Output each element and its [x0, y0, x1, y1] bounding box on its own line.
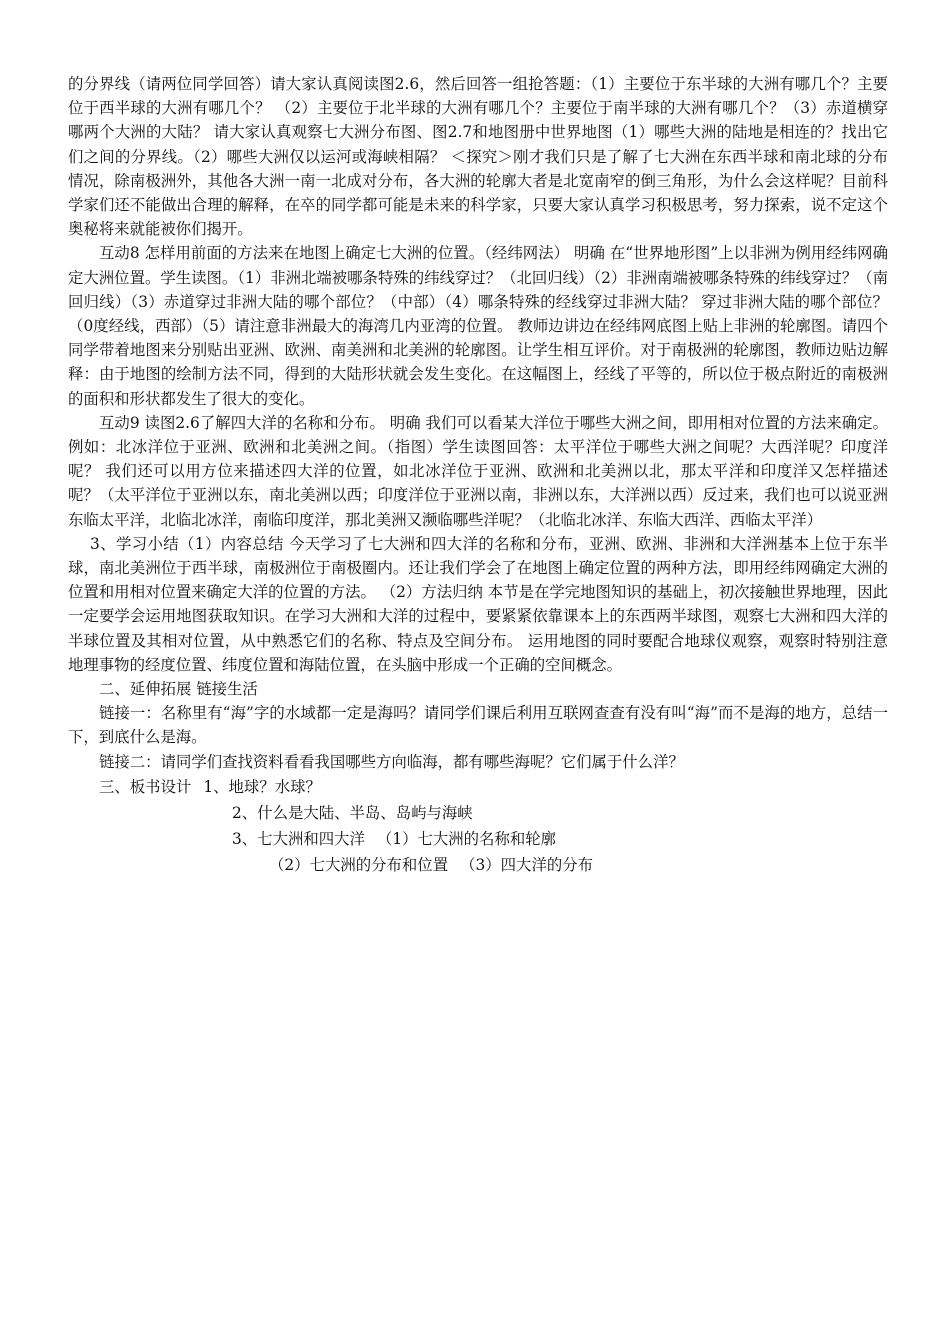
board-item-2: 2、什么是大陆、半岛、岛屿与海峡	[232, 803, 473, 822]
board-line-2	[68, 800, 888, 826]
paragraph-link-2: 链接二：请同学们查找资料看看我国哪些方向临海，都有哪些海呢？它们属于什么洋？	[99, 752, 684, 771]
board-item-3-sub-1: （1）七大洲的名称和轮廓	[376, 829, 557, 848]
board-line-4	[68, 852, 888, 878]
section-heading-extension: 二、延伸拓展 链接生活	[99, 680, 258, 699]
board-item-3-sub-3: （3）四大洋的分布	[460, 855, 594, 874]
paragraph-interaction-8: 互动8 怎样用前面的方法来在地图上确定七大洲的位置。（经纬网法） 明确 在“世界地形图”上以非洲为例用经纬网确定大洲位置。学生读图。（1）非洲北端被哪条特殊的纬线穿过？（北回归线）（2）非洲南端被哪条特殊的纬线穿过？（南回归线）（3）赤道穿过非洲大陆的哪个部位？（中部）（4）哪条特殊的经线穿过非洲大陆？ 穿过非洲大陆的哪个部位？（0度经线，西部）（5）请注意非洲最大的海湾几内亚湾的位置。 教师边讲边在经纬网底图上贴上非洲的轮廓图。请四个同学带着地图来分别贴出亚洲、欧洲、南美洲和北美洲的轮廓图。让学生相互评价。对于南极洲的轮廓图，教师边贴边解释：由于地图的绘制方法不同，得到的大陆形状就会发生变化。在这幅图上，经线了平等的，所以位于极点附近的南极洲的面积和形状都发生了很大的变化。	[68, 244, 888, 408]
paragraph-continents-intro: 的分界线（请两位同学回答）请大家认真阅读图2.6，然后回答一组抢答题：（1）主要位于东半球的大洲有哪几个？主要位于西半球的大洲有哪几个？ （2）主要位于北半球的大洲有哪几个？主要位于南半球的大洲有哪几个？（3）赤道横穿哪两个大洲的大陆？ 请大家认真观察七大洲分布图、图2.7和地图册中世界地图（1）哪些大洲的陆地是相连的？找出它们之间的分界线。（2）哪些大洲仅以运河或海峡相隔？ ＜探究＞刚才我们只是了解了七大洲在东西半球和南北球的分布情况，除南极洲外，其他各大洲一南一北成对分布，各大洲的轮廓大者是北宽南窄的倒三角形，为什么会这样呢？目前科学家们还不能做出合理的解释，在卒的同学都可能是未来的科学家，只要大家认真学习积极思考，努力探索，说不定这个奥秘将来就能被你们揭开。	[68, 75, 888, 239]
board-item-1: 1、地球？水球？	[203, 777, 321, 796]
board-design	[68, 774, 888, 878]
paragraph-summary: 3、学习小结（1）内容总结 今天学习了七大洲和四大洋的名称和分布，亚洲、欧洲、非洲和大洋洲基本上位于东半球，南北美洲位于西半球，南极洲位于南极圈内。还让我们学会了在地图上确定位置的两种方法，即用经纬网确定大洲的位置和用相对位置来确定大洋的位置的方法。 （2）方法归纳 本节是在学完地图知识的基础上，初次接触世界地理，因此一定要学会运用地图获取知识。在学习大洲和大洋的过程中，要紧紧依靠课本上的东西两半球图，观察七大洲和四大洋的半球位置及其相对位置，从中熟悉它们的名称、特点及空间分布。 运用地图的同时要配合地球仪观察，观察时特别注意地理事物的经度位置、纬度位置和海陆位置，在头脑中形成一个正确的空间概念。	[68, 534, 888, 674]
paragraph-link-1: 链接一：名称里有“海”字的水域都一定是海吗？请同学们课后利用互联网查查有没有叫“海”而不是海的地方，总结一下，到底什么是海。	[68, 704, 888, 747]
board-heading: 三、板书设计	[99, 777, 192, 796]
board-item-3: 3、七大洲和四大洋	[232, 829, 365, 848]
paragraph-interaction-9: 互动9 读图2.6了解四大洋的名称和分布。 明确 我们可以看某大洋位于哪些大洲之间，即用相对位置的方法来确定。例如：北冰洋位于亚洲、欧洲和北美洲之间。（指图）学生读图回答：太平洋位于哪些大洲之间呢？大西洋呢？印度洋呢？ 我们还可以用方位来描述四大洋的位置，如北冰洋位于亚洲、欧洲和北美洲以北，那太平洋和印度洋又怎样描述呢？（太平洋位于亚洲以东，南北美洲以西；印度洋位于亚洲以南，非洲以东，大洋洲以西）反过来，我们也可以说亚洲东临太平洋，北临北冰洋，南临印度洋，那北美洲又濒临哪些洋呢？（北临北冰洋、东临大西洋、西临太平洋）	[68, 413, 888, 529]
document-page	[68, 72, 888, 878]
board-line-1	[68, 774, 888, 800]
board-line-3	[68, 826, 888, 852]
board-item-3-sub-2: （2）七大洲的分布和位置	[269, 855, 449, 874]
